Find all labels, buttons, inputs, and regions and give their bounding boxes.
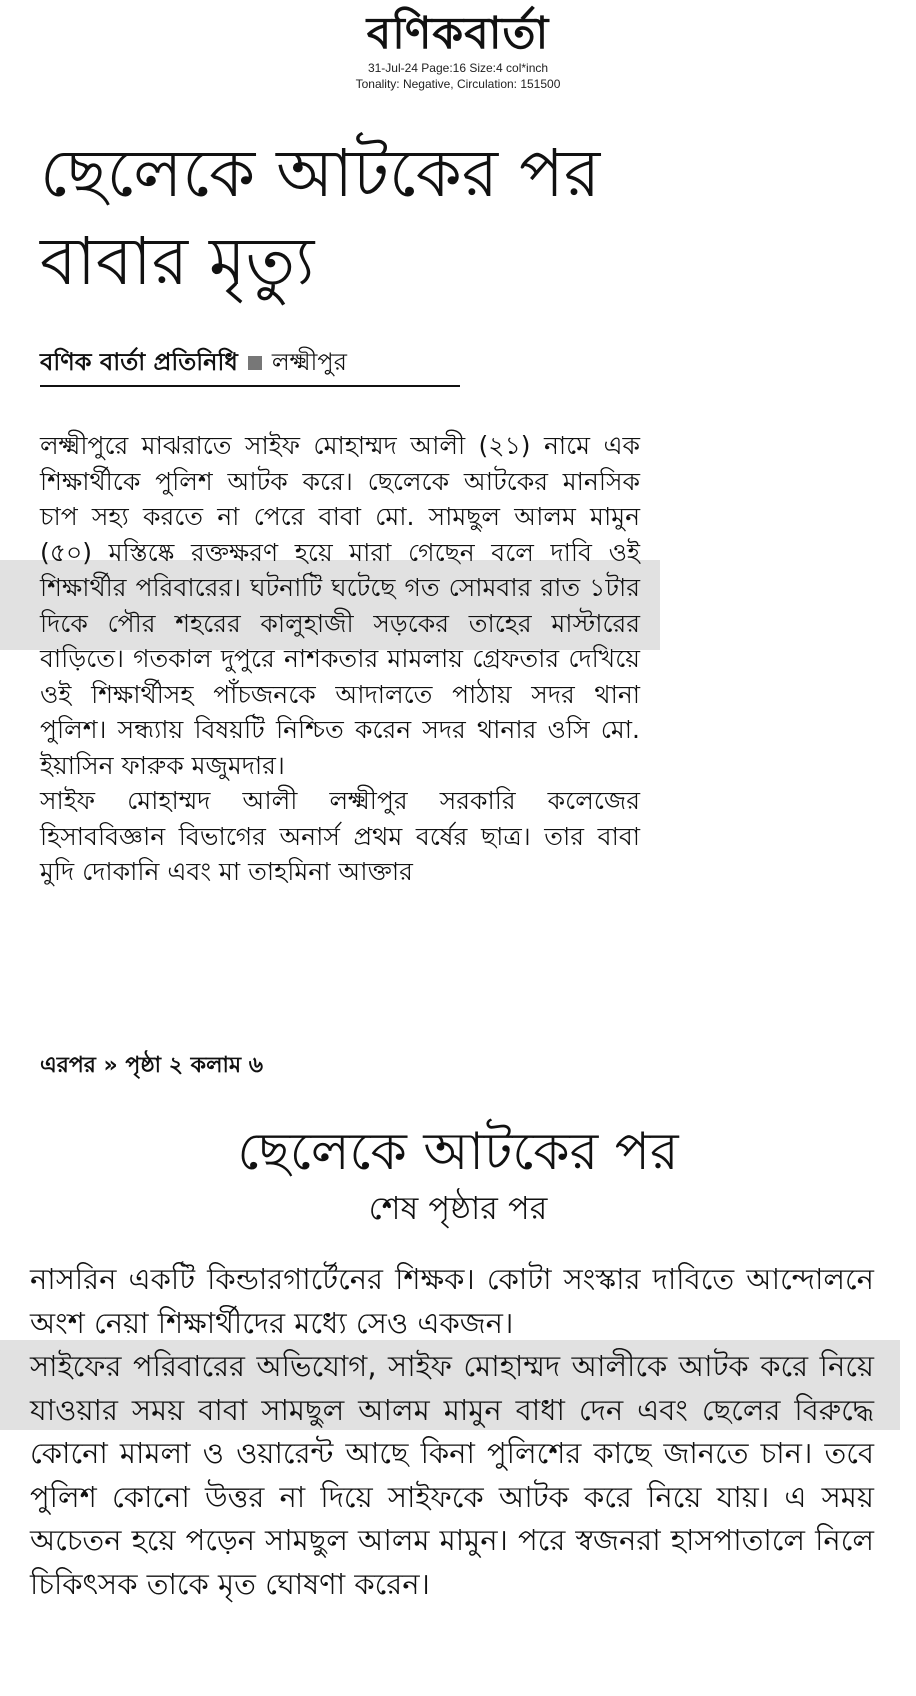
clipping-meta-date: 31-Jul-24 Page:16 Size:4 col*inch bbox=[367, 61, 549, 75]
byline-separator-icon bbox=[248, 356, 262, 370]
article-headline: ছেলেকে আটকের পর বাবার মৃত্যু bbox=[40, 135, 601, 300]
byline bbox=[40, 345, 460, 387]
byline-reporter: বণিক বার্তা প্রতিনিধি bbox=[40, 348, 238, 376]
continued-body bbox=[30, 1258, 874, 1606]
masthead bbox=[0, 8, 916, 92]
article-body bbox=[40, 428, 640, 890]
continued-subtitle: শেষ পৃষ্ঠার পর bbox=[368, 1189, 548, 1227]
article-paragraph-2: সাইফ মোহাম্মদ আলী লক্ষ্মীপুর সরকারি কলেজের হিসাববিজ্ঞান বিভাগের অনার্স প্রথম বর্ষের ছাত্র। তার বাবা মুদি দোকানি এবং মা তাহমিনা আক্তার bbox=[40, 786, 640, 886]
newspaper-logo: বণিকবার্তা bbox=[366, 8, 550, 59]
article-paragraph-1: লক্ষ্মীপুরে মাঝরাতে সাইফ মোহাম্মদ আলী (২১) নামে এক শিক্ষার্থীকে পুলিশ আটক করে। ছেলেকে আটকের মানসিক চাপ সহ্য করতে না পেরে বাবা মো. সামছুল আলম মামুন (৫০) মস্তিষ্কে রক্তক্ষরণ হয়ে মারা গেছেন বলে দাবি ওই শিক্ষার্থীর পরিবারের। ঘটনাটি ঘটেছে গত সোমবার রাত ১টার দিকে পৌর শহরের কালুহাজী সড়কের তাহের মাস্টারের বাড়িতে। গতকাল দুপুরে নাশকতার মামলায় গ্রেফতার দেখিয়ে ওই শিক্ষার্থীসহ পাঁচজনকে আদালতে পাঠায় সদর থানা পুলিশ। সন্ধ্যায় বিষয়টি নিশ্চিত করেন সদর থানার ওসি মো. ইয়াসিন ফারুক মজুমদার। bbox=[40, 431, 640, 780]
continued-paragraph-2: সাইফের পরিবারের অভিযোগ, সাইফ মোহাম্মদ আলীকে আটক করে নিয়ে যাওয়ার সময় বাবা সামছুল আলম মামুন বাধা দেন এবং ছেলের বিরুদ্ধে কোনো মামলা ও ওয়ারেন্ট আছে কিনা পুলিশের কাছে জানতে চান। তবে পুলিশ কোনো উত্তর না দিয়ে সাইফকে আটক করে নিয়ে যায়। এ সময় অচেতন হয়ে পড়েন সামছুল আলম মামুন। পরে স্বজনরা হাসপাতালে নিলে চিকিৎসক তাকে মৃত ঘোষণা করেন। bbox=[30, 1349, 874, 1601]
continued-headline: ছেলেকে আটকের পর bbox=[237, 1122, 679, 1182]
byline-location: লক্ষ্মীপুর bbox=[271, 348, 347, 376]
continuation-note: এরপর » পৃষ্ঠা ২ কলাম ৬ bbox=[40, 1053, 264, 1078]
clipping-meta-tonality: Tonality: Negative, Circulation: 151500 bbox=[355, 77, 561, 91]
continued-paragraph-1: নাসরিন একটি কিন্ডারগার্টেনের শিক্ষক। কোটা সংস্কার দাবিতে আন্দোলনে অংশ নেয়া শিক্ষার্থীদের মধ্যে সেও একজন। bbox=[30, 1262, 874, 1340]
